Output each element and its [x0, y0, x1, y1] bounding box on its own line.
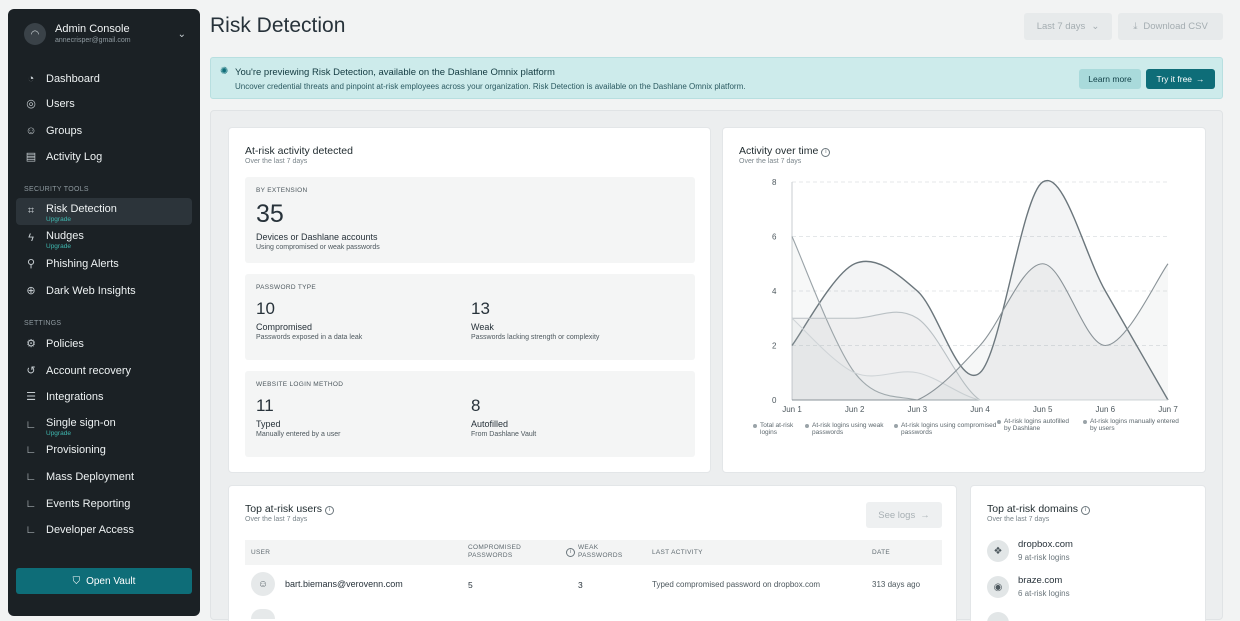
sidebar-item-account-recovery[interactable]: ↺ Account recovery — [26, 364, 131, 377]
y-tick-label: 8 — [772, 178, 777, 187]
lightbulb-icon: ✺ — [220, 66, 229, 77]
card-title: Top at-risk domains i — [987, 503, 1090, 515]
date-range-select[interactable]: Last 7 days ⌄ — [1024, 13, 1112, 40]
legend-item[interactable] — [805, 422, 892, 437]
sidebar-item-groups[interactable]: ☺ Groups — [25, 124, 83, 137]
y-tick-label: 4 — [772, 287, 777, 296]
download-csv-button[interactable]: ⤓ Download CSV — [1118, 13, 1223, 40]
corner-icon: ∟ — [25, 419, 37, 431]
sidebar-item-developer-access[interactable]: ∟ Developer Access — [25, 523, 135, 536]
globe-icon: ⊕ — [26, 284, 36, 297]
legend-item[interactable] — [997, 418, 1074, 433]
chevron-down-icon: ⌄ — [1091, 21, 1100, 32]
sidebar-item-integrations[interactable]: ☰ Integrations — [26, 390, 104, 403]
sidebar-item-single-sign-on[interactable]: ∟ Single sign-on Upgrade — [25, 416, 116, 437]
corner-icon: ∟ — [25, 497, 37, 510]
sidebar-item-policies[interactable]: ⚙ Policies — [26, 337, 84, 350]
sidebar-item-phishing-alerts[interactable]: ⚲ Phishing Alerts — [26, 257, 119, 270]
activity-over-time-card — [722, 127, 1206, 473]
upgrade-badge: Upgrade — [46, 215, 71, 223]
extension-count: 35 — [256, 200, 284, 228]
sidebar-item-dashboard[interactable]: ◔ Dashboard — [16, 67, 192, 91]
info-icon[interactable]: i — [566, 548, 575, 557]
user-email: bart.biemans@verovenn.com — [285, 579, 403, 589]
account-email: annecrisper@gmail.com — [55, 37, 131, 44]
domain-item[interactable]: ❖ dropbox.com 9 at-risk logins — [987, 540, 1073, 562]
gear-icon: ⚙ — [26, 337, 36, 350]
info-icon[interactable]: i — [1081, 506, 1090, 515]
autofilled-count: 8 — [471, 396, 481, 415]
y-tick-label: 2 — [772, 341, 777, 351]
account-title: Admin Console — [55, 23, 130, 35]
corner-icon: ∟ — [25, 443, 37, 456]
content-area — [210, 110, 1223, 620]
sidebar-item-activity-log[interactable]: ▤ Activity Log — [25, 150, 103, 163]
banner-title: You're previewing Risk Detection, available on the Dashlane Omnix platform — [235, 67, 555, 78]
top-at-risk-domains-card — [970, 485, 1206, 621]
x-tick-label: Jun 5 — [1032, 405, 1053, 414]
top-at-risk-users-card — [228, 485, 957, 621]
preview-banner — [210, 57, 1223, 99]
legend-label: At-risk logins using weak passwords — [812, 422, 884, 437]
legend-item[interactable] — [894, 422, 997, 437]
upgrade-badge: Upgrade — [46, 429, 71, 437]
gauge-icon: ◔ — [27, 72, 35, 85]
y-tick-label: 6 — [772, 232, 777, 242]
y-tick-label: 0 — [772, 396, 777, 405]
by-extension-box: BY EXTENSION 35 Devices or Dashlane accounts Using compromised or weak passwords — [245, 177, 695, 263]
sliders-icon: ☰ — [26, 390, 36, 403]
users-table-header: USER COMPROMISED PASSWORDS i WEAK PASSWORDS LAST ACTIVITY DATE — [245, 540, 942, 565]
chevron-down-icon: ⌄ — [177, 28, 186, 40]
sidebar-item-nudges[interactable]: ϟ Nudges Upgrade — [16, 225, 192, 252]
scan-face-icon: ⌗ — [27, 205, 35, 217]
login-method-box: WEBSITE LOGIN METHOD 11 Typed Manually entered by a user 8 Autofilled From Dashlane Vault — [245, 371, 695, 457]
legend-label: At-risk logins using compromised passwords — [901, 422, 997, 437]
sidebar-item-provisioning[interactable]: ∟ Provisioning — [25, 443, 106, 456]
x-tick-label: Jun 4 — [970, 405, 990, 414]
user-avatar-icon: ☺ — [251, 572, 275, 596]
arrow-right-icon: → — [1196, 74, 1205, 84]
open-vault-button[interactable]: ⛉ Open Vault — [16, 568, 192, 594]
x-tick-label: Jun 1 — [782, 405, 802, 414]
lightning-icon: ϟ — [28, 232, 34, 244]
x-tick-label: Jun 7 — [1158, 405, 1178, 414]
banner-description: Uncover credential threats and pinpoint at-risk employees across your organization. Risk Detection is available on the Dashlane Omnix platform. — [235, 82, 746, 91]
sidebar-item-events-reporting[interactable]: ∟ Events Reporting — [25, 497, 131, 510]
user-avatar-icon — [251, 609, 275, 619]
legend-label: Total at-risk logins — [760, 422, 794, 437]
sidebar-item-risk-detection[interactable]: ⌗ Risk Detection Upgrade — [16, 198, 192, 225]
date-cell: 313 days ago — [872, 580, 921, 589]
card-title: At-risk activity detected — [245, 145, 353, 157]
at-risk-activity-card — [228, 127, 711, 473]
arrow-right-icon: → — [920, 509, 930, 521]
section-title-security: SECURITY TOOLS — [24, 186, 89, 193]
legend-label: At-risk logins manually entered by users — [1090, 418, 1179, 433]
download-icon: ⤓ — [1133, 21, 1138, 32]
group-icon: ☺ — [25, 124, 37, 137]
sidebar-item-dark-web-insights[interactable]: ⊕ Dark Web Insights — [26, 284, 136, 297]
hook-icon: ⚲ — [26, 257, 36, 270]
sidebar-item-mass-deployment[interactable]: ∟ Mass Deployment — [25, 470, 135, 483]
see-logs-button[interactable]: See logs → — [866, 502, 942, 528]
document-icon: ▤ — [25, 150, 37, 163]
corner-icon: ∟ — [25, 470, 37, 483]
card-title: Activity over time i — [739, 145, 830, 157]
learn-more-button[interactable]: Learn more — [1079, 69, 1141, 89]
legend-dot-icon — [894, 424, 898, 428]
user-circle-icon: ◎ — [26, 97, 36, 110]
admin-logo-icon: ◠ — [24, 23, 46, 45]
braze-icon: ◉ — [987, 576, 1009, 598]
x-tick-label: Jun 3 — [907, 405, 928, 414]
legend-dot-icon — [753, 424, 757, 428]
compromised-cell: 5 — [468, 580, 473, 590]
x-tick-label: Jun 6 — [1095, 405, 1116, 414]
card-subtitle: Over the last 7 days — [245, 158, 308, 165]
legend-label: At-risk logins autofilled by Dashlane — [1004, 418, 1070, 433]
recovery-icon: ↺ — [26, 364, 36, 377]
card-subtitle: Over the last 7 days — [987, 516, 1050, 523]
corner-icon: ∟ — [25, 523, 37, 536]
domain-icon — [987, 612, 1009, 621]
upgrade-badge: Upgrade — [46, 242, 71, 250]
last-activity-cell: Typed compromised password on dropbox.com — [652, 580, 821, 589]
info-icon[interactable]: i — [325, 506, 334, 515]
sidebar-item-users[interactable]: ◎ Users — [26, 97, 75, 110]
x-tick-label: Jun 2 — [844, 405, 865, 414]
weak-cell: 3 — [578, 580, 583, 590]
card-subtitle: Over the last 7 days — [245, 516, 308, 523]
typed-count: 11 — [256, 396, 274, 415]
card-title: Top at-risk users i — [245, 503, 334, 515]
card-subtitle: Over the last 7 days — [739, 158, 802, 165]
legend-dot-icon — [805, 424, 809, 428]
legend-item[interactable] — [1083, 418, 1180, 433]
legend-item[interactable] — [753, 422, 800, 437]
info-icon[interactable]: i — [821, 148, 830, 157]
account-switcher[interactable] — [24, 21, 186, 47]
sidebar — [8, 9, 200, 616]
section-title-settings: SETTINGS — [24, 320, 62, 327]
dropbox-icon: ❖ — [987, 540, 1009, 562]
shield-icon: ⛉ — [72, 575, 81, 587]
domain-item[interactable]: ◉ braze.com 6 at-risk logins — [987, 576, 1070, 598]
try-it-free-button[interactable]: Try it free → — [1146, 69, 1215, 89]
legend-dot-icon — [997, 420, 1001, 424]
page-title: Risk Detection — [210, 14, 346, 37]
compromised-count: 10 — [256, 299, 275, 318]
legend-dot-icon — [1083, 420, 1087, 424]
password-type-box: PASSWORD TYPE 10 Compromised Passwords exposed in a data leak 13 Weak Passwords lacking strength or complexity — [245, 274, 695, 360]
weak-count: 13 — [471, 299, 490, 318]
